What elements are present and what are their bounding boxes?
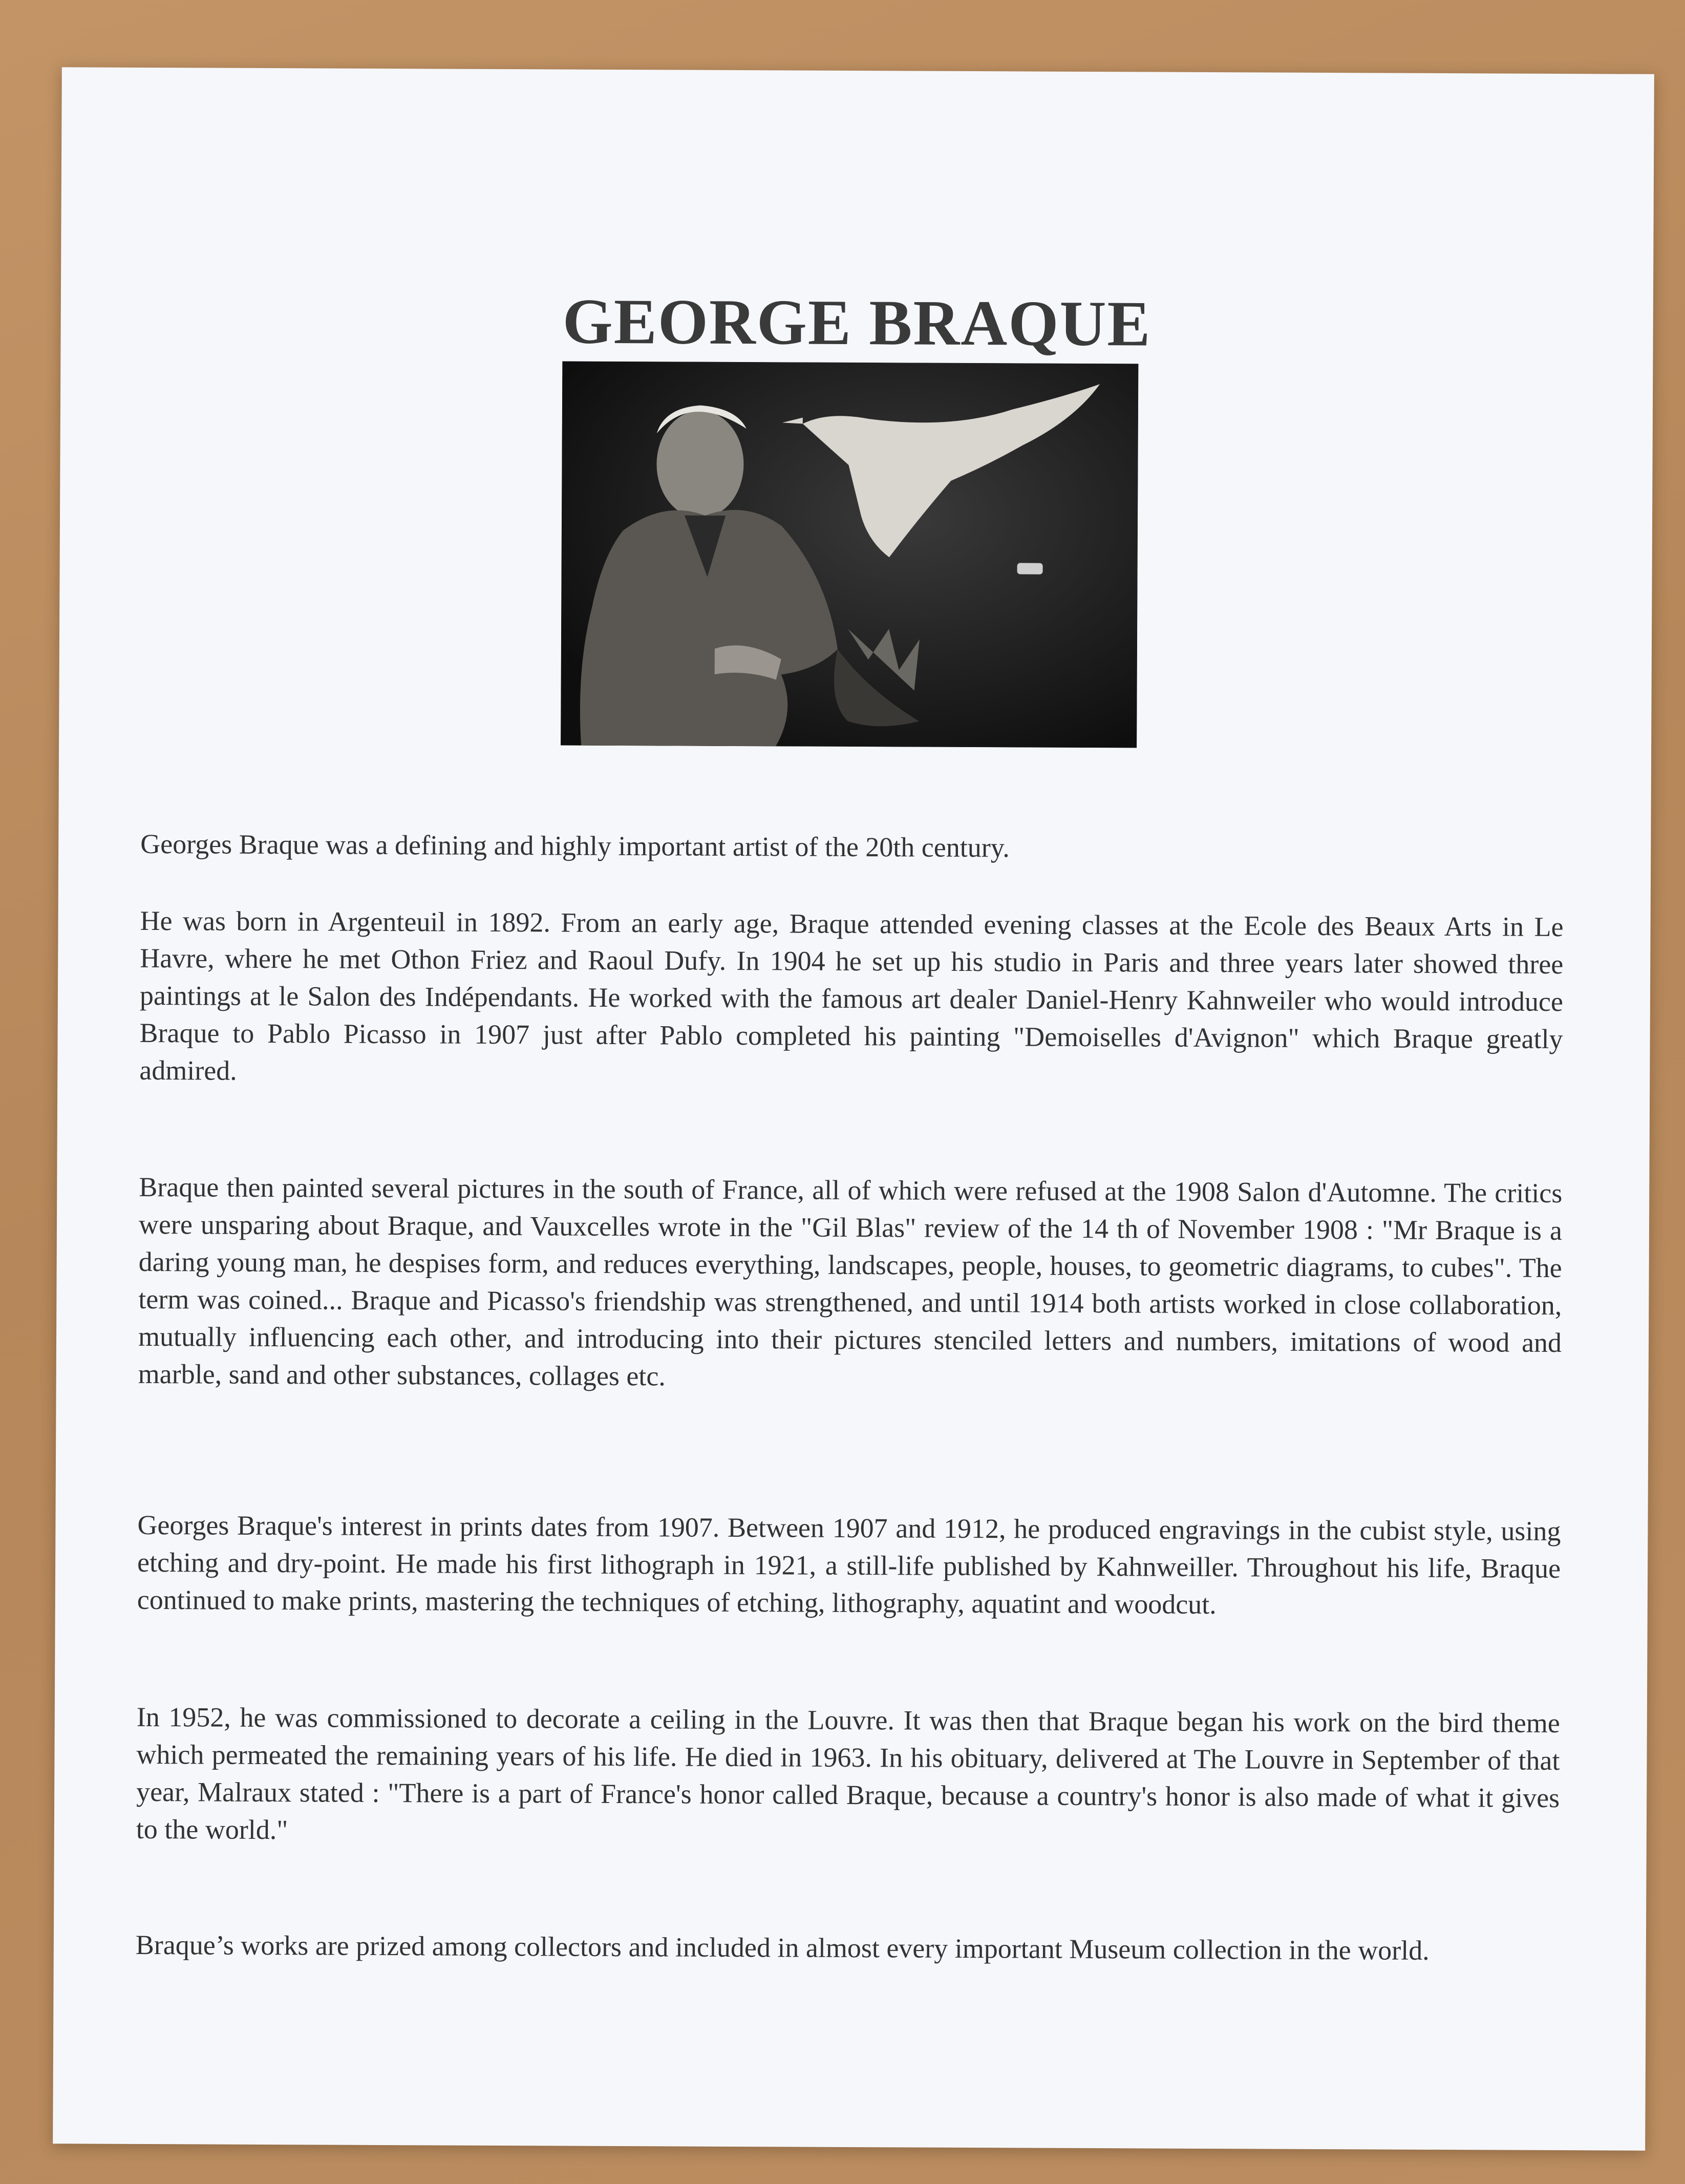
portrait-photo (561, 362, 1138, 748)
portrait-face (656, 410, 744, 518)
portrait-photo-icon (561, 362, 1138, 748)
paragraph-legacy: Braque’s works are prized among collectors and included in almost every important Museum collection in the world. (135, 1929, 1430, 1966)
document-sheet (53, 67, 1654, 2151)
paragraph-cubism: Braque then painted several pictures in the south of France, all of which were refused at the 1908 Salon d'Automne. The critics were unsparing about Braque, and Vauxcelles wrote in the "Gil Blas" review of the 14 th of November 1908 : "Mr Braque is a daring young man, he despises form, and reduces everything, landscapes, people, houses, to geometric diagrams, to cubes". The term was coined... Braque and Picasso's friendship was strengthened, and until 1914 both artists worked in close collaboration, mutually influencing each other, and introducing into their pictures stenciled letters and numbers, imitations of wood and marble, sand and other substances, collages etc. (138, 1171, 1563, 1392)
paragraph-intro: Georges Braque was a defining and highly important artist of the 20th century. (140, 828, 1010, 863)
paragraph-early-life: He was born in Argenteuil in 1892. From an early age, Braque attended evening classes at the Ecole des Beaux Arts in Le Havre, where he met Othon Friez and Raoul Dufy. In 1904 he set up his studio in Paris and three years later showed three paintings at le Salon des Indépendants. He worked with the famous art dealer Daniel-Henry Kahnweiler who would introduce Braque to Pablo Picasso in 1907 just after Pablo completed his painting "Demoiselles d'Avignon" which Braque greatly admired. (139, 905, 1564, 1086)
paragraph-louvre: In 1952, he was commissioned to decorate a ceiling in the Louvre. It was then that Braque began his work on the bird theme which permeated the remaining years of his life. He died in 1963. In his obituary, delivered at The Louvre in September of that year, Malraux stated : "There is a part of France's honor called Braque, because a country's honor is also made of what it gives to the world." (136, 1701, 1560, 1846)
paragraph-prints: Georges Braque's interest in prints dates from 1907. Between 1907 and 1912, he produced engravings in the cubist style, using etching and dry-point. He made his first lithograph in 1921, a still-life published by Kahnweiller. Throughout his life, Braque continued to make prints, mastering the techniques of etching, lithography, aquatint and woodcut. (137, 1509, 1561, 1620)
page-title: GEORGE BRAQUE (562, 286, 1151, 360)
